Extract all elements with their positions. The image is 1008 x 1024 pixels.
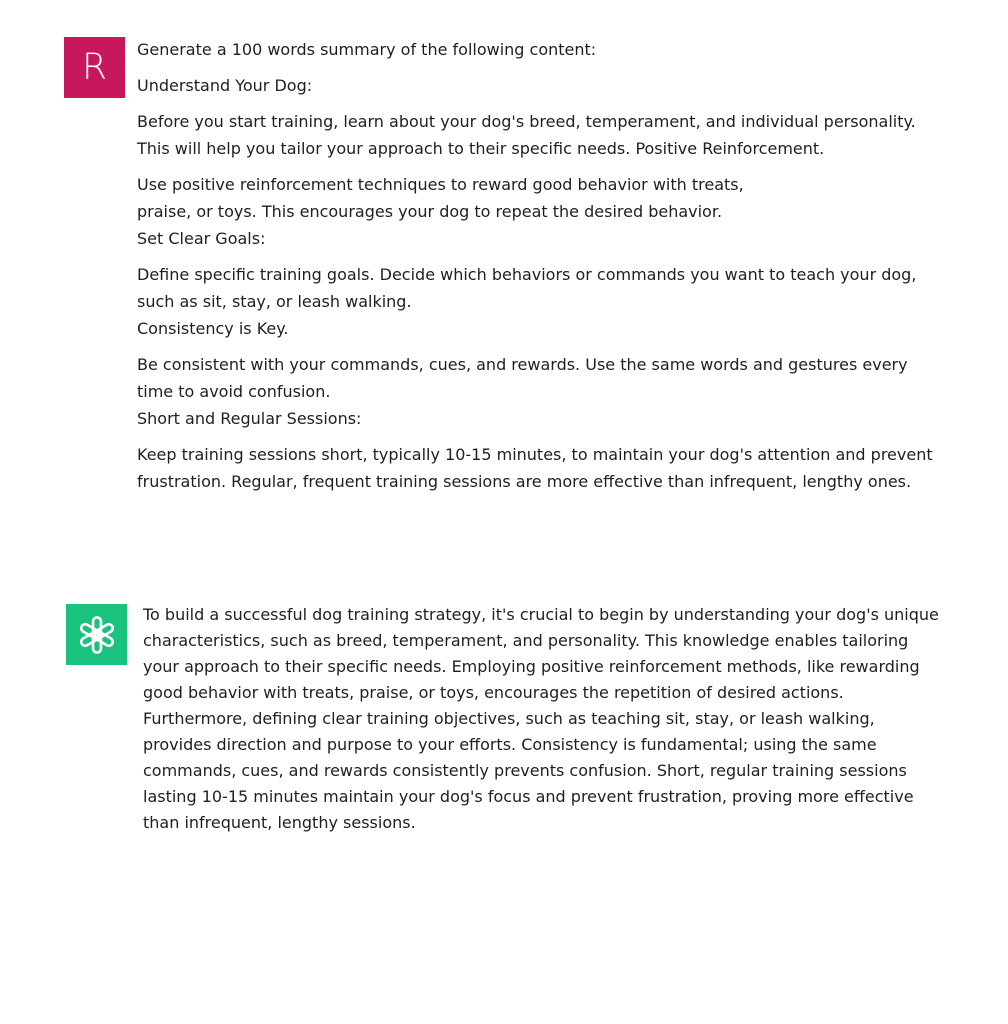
user-paragraph: Consistency is Key. [137, 319, 289, 338]
assistant-avatar [66, 604, 127, 665]
user-paragraph: Understand Your Dog: [137, 76, 313, 95]
user-paragraph: Define specific training goals. Decide which behaviors or commands you want to teach your dog, such as sit, stay, or leash walking. [137, 265, 917, 311]
user-avatar [64, 37, 125, 98]
user-paragraph: Use positive reinforcement techniques to reward good behavior with treats, [137, 175, 744, 194]
user-avatar-letter: R [81, 47, 107, 88]
assistant-message-text [143, 602, 943, 836]
user-paragraph: Short and Regular Sessions: [137, 409, 362, 428]
user-paragraph: Be consistent with your commands, cues, and rewards. Use the same words and gestures every time to avoid confusion. [137, 355, 908, 401]
user-paragraph: Keep training sessions short, typically 10-15 minutes, to maintain your dog's attention and prevent frustration. Regular, frequent training sessions are more effective than infrequent, lengthy ones. [137, 445, 933, 491]
user-paragraph: praise, or toys. This encourages your dog to repeat the desired behavior. [137, 202, 723, 221]
user-paragraph: Before you start training, learn about your dog's breed, temperament, and individual personality. This will help you tailor your approach to their specific needs. Positive Reinforcement. [137, 112, 916, 158]
user-paragraph: Set Clear Goals: [137, 229, 266, 248]
user-paragraph: Generate a 100 words summary of the following content: [137, 40, 597, 59]
user-message-text [137, 36, 937, 504]
openai-logo-icon [75, 613, 119, 657]
assistant-paragraph: To build a successful dog training strategy, it's crucial to begin by understanding your dog's unique characteristics, such as breed, temperament, and personality. This knowledge enables tailoring your approach to their specific needs. Employing positive reinforcement methods, like rewarding good behavior with treats, praise, or toys, encourages the repetition of desired actions. Furthermore, defining clear training objectives, such as teaching sit, stay, or leash walking, provides direction and purpose to your efforts. Consistency is fundamental; using the same commands, cues, and rewards consistently prevents confusion. Short, regular training sessions lasting 10-15 minutes maintain your dog's focus and prevent frustration, proving more effective than infrequent, lengthy sessions. [143, 605, 939, 832]
